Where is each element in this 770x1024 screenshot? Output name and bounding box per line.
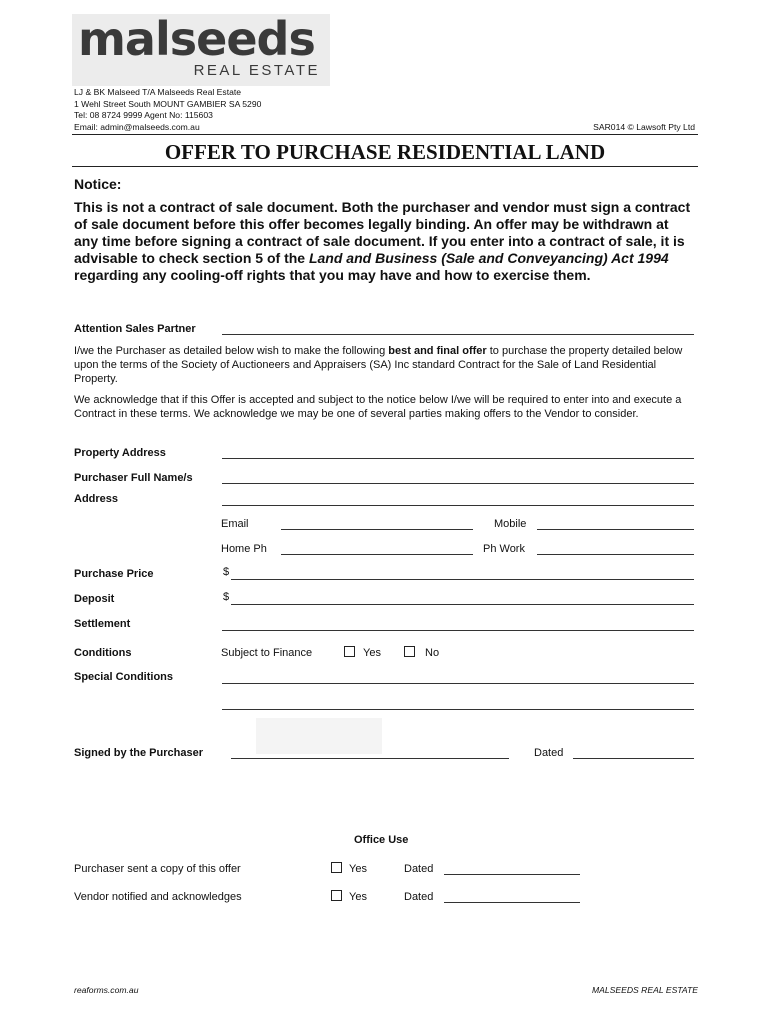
- offer-paragraph-bold: best and final offer: [388, 345, 487, 357]
- signature-area[interactable]: [256, 718, 382, 754]
- special-conditions-field-2[interactable]: [222, 709, 694, 710]
- offer-paragraph-b: to purchase the property detailed below upon the terms of the Society of Auctioneers and Appraisers (SA) Inc standard Contract for the Sale of Land Residential Property.: [74, 345, 683, 385]
- property-address-field[interactable]: [222, 458, 694, 459]
- attention-field[interactable]: [222, 334, 694, 335]
- signature-field[interactable]: [231, 758, 509, 759]
- settlement-field[interactable]: [222, 630, 694, 631]
- settlement-label: Settlement: [74, 618, 131, 630]
- mobile-field[interactable]: [537, 529, 694, 530]
- deposit-label: Deposit: [74, 593, 115, 605]
- conditions-label: Conditions: [74, 647, 132, 659]
- notice-text: [74, 199, 694, 284]
- notice-part-2: regarding any cooling-off rights that you may have and how to exercise them.: [74, 267, 591, 283]
- office-row-1-dated-label: Dated: [404, 863, 434, 875]
- footer-left: reaforms.com.au: [74, 985, 139, 995]
- finance-no-checkbox[interactable]: [404, 646, 415, 657]
- work-phone-label: Ph Work: [483, 543, 525, 555]
- mobile-label: Mobile: [494, 518, 527, 530]
- subject-to-finance-label: Subject to Finance: [221, 647, 313, 659]
- office-row-1-label: Purchaser sent a copy of this offer: [74, 863, 241, 875]
- footer-right: MALSEEDS REAL ESTATE: [591, 985, 698, 995]
- page-title: OFFER TO PURCHASE RESIDENTIAL LAND: [164, 140, 606, 164]
- agent-line-1: LJ & BK Malseed T/A Malseeds Real Estate: [74, 87, 242, 97]
- email-field[interactable]: [281, 529, 473, 530]
- agent-line-2: 1 Wehl Street South MOUNT GAMBIER SA 5290: [74, 98, 262, 109]
- address-field[interactable]: [222, 505, 694, 506]
- finance-yes-checkbox[interactable]: [344, 646, 355, 657]
- property-address-label: Property Address: [74, 447, 166, 459]
- offer-paragraph: [74, 344, 696, 386]
- home-phone-field[interactable]: [281, 554, 473, 555]
- acknowledge-paragraph: We acknowledge that if this Offer is accepted and subject to the notice below I/we will be required to enter into and execute a Contract in these terms. We acknowledge we may be one of several parties making offers to the Vendor to consider.: [74, 394, 682, 420]
- work-phone-field[interactable]: [537, 554, 694, 555]
- address-label: Address: [74, 493, 119, 505]
- purchase-price-label: Purchase Price: [74, 568, 154, 580]
- deposit-currency: $: [223, 591, 230, 603]
- title-divider: [72, 166, 698, 167]
- finance-yes-label: Yes: [363, 647, 381, 659]
- logo-wordmark: malseeds: [78, 12, 315, 66]
- office-row-1-yes-label: Yes: [349, 863, 367, 875]
- special-conditions-field-1[interactable]: [222, 683, 694, 684]
- header-divider: [72, 134, 698, 135]
- logo-subtitle: REAL ESTATE: [193, 62, 320, 79]
- notice-heading: Notice:: [74, 176, 122, 192]
- company-logo: [72, 14, 330, 86]
- finance-no-label: No: [425, 647, 440, 659]
- notice-part-1: This is not a contract of sale document. Both the purchaser and vendor must sign a contract of sale document before this offer becomes legally binding. An offer may be withdrawn at any time before signing a contract of sale document. If you enter into a contract of sale, it is advisable to check section 5 of the: [74, 199, 691, 266]
- attention-label: Attention Sales Partner: [74, 323, 196, 335]
- office-row-1-date-field[interactable]: [444, 874, 580, 875]
- office-row-2-yes-checkbox[interactable]: [331, 890, 342, 901]
- office-use-heading: Office Use: [354, 834, 409, 846]
- form-code: SAR014 © Lawsoft Pty Ltd: [593, 122, 695, 132]
- office-row-2-date-field[interactable]: [444, 902, 580, 903]
- purchaser-name-field[interactable]: [222, 483, 694, 484]
- purchase-price-currency: $: [223, 566, 230, 578]
- offer-paragraph-a: I/we the Purchaser as detailed below wish to make the following: [74, 345, 389, 357]
- signature-date-field[interactable]: [573, 758, 694, 759]
- email-label: Email: [221, 518, 249, 530]
- office-row-1-yes-checkbox[interactable]: [331, 862, 342, 873]
- office-row-2-label: Vendor notified and acknowledges: [74, 891, 242, 903]
- purchaser-name-label: Purchaser Full Name/s: [74, 472, 193, 484]
- office-row-2-dated-label: Dated: [404, 891, 434, 903]
- office-row-2-yes-label: Yes: [349, 891, 367, 903]
- notice-act-title: Land and Business (Sale and Conveyancing) Act 1994: [308, 250, 669, 266]
- home-phone-label: Home Ph: [221, 543, 267, 555]
- agent-line-3: Tel: 08 8724 9999 Agent No: 115603: [74, 110, 213, 121]
- agent-details: [74, 87, 261, 133]
- purchase-price-field[interactable]: [231, 579, 694, 580]
- signed-by-label: Signed by the Purchaser: [74, 747, 203, 759]
- agent-line-4: Email: admin@malseeds.com.au: [74, 121, 200, 132]
- deposit-field[interactable]: [231, 604, 694, 605]
- special-conditions-label: Special Conditions: [74, 671, 174, 683]
- signature-date-label: Dated: [534, 747, 564, 759]
